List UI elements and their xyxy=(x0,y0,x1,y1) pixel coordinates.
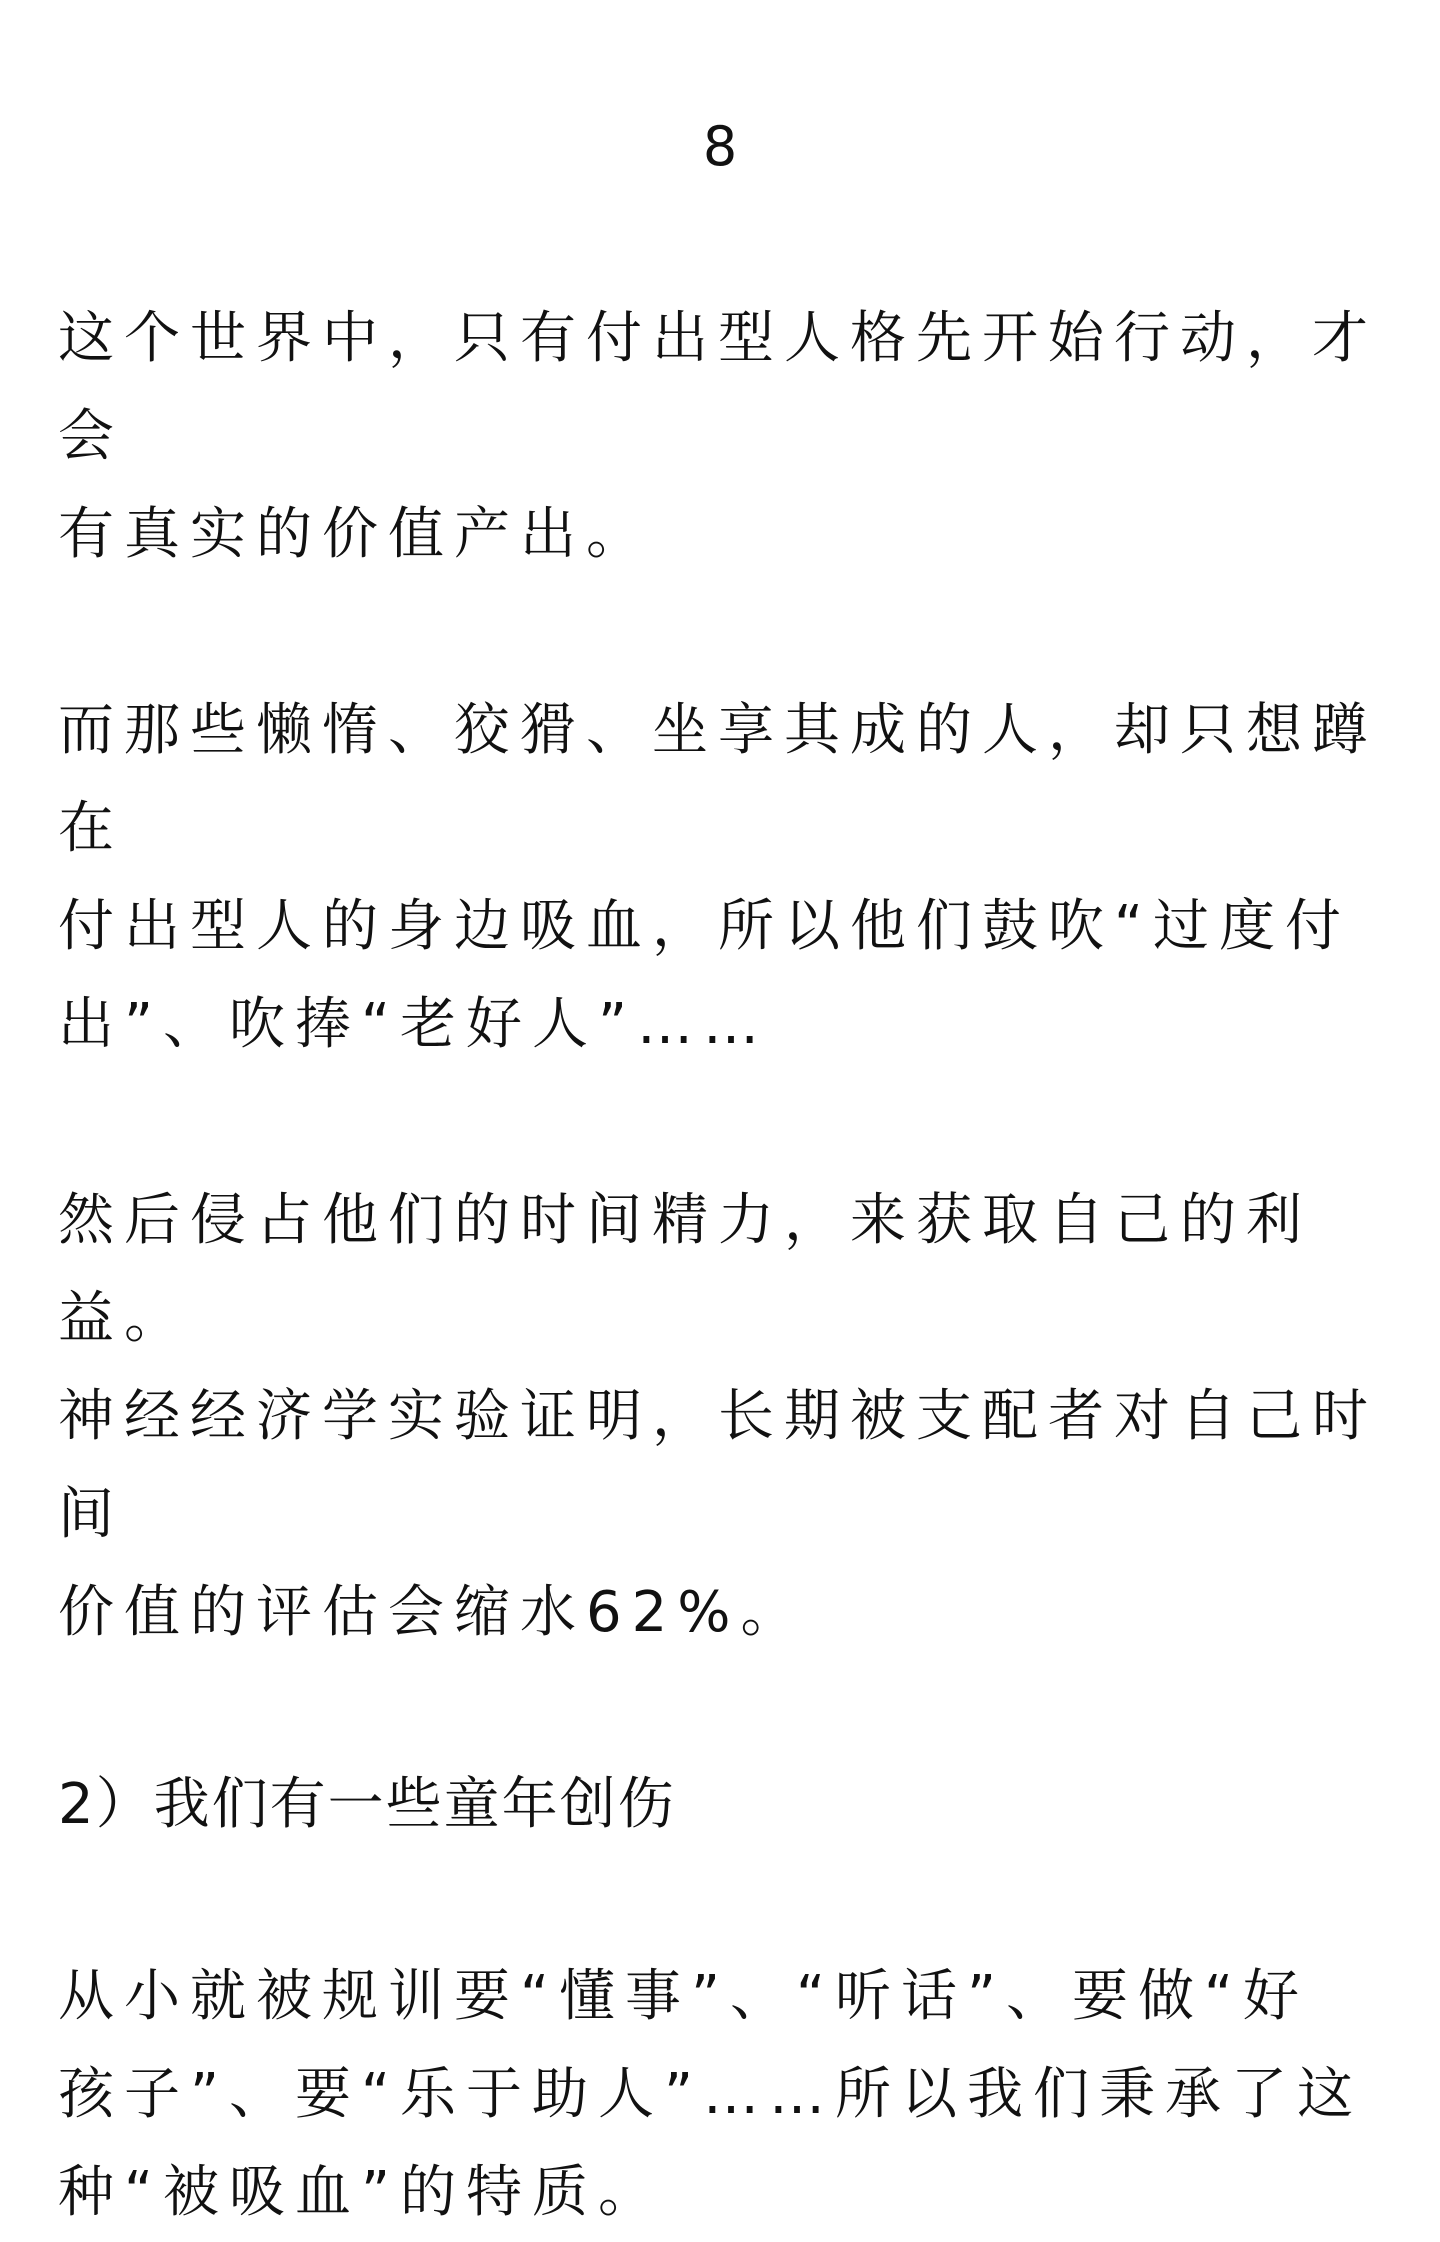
paragraph-1 xyxy=(58,290,1393,584)
paragraph-2 xyxy=(58,682,1393,1074)
body-text xyxy=(58,290,1393,2242)
heading-line: 2）我们有一些童年创伤 xyxy=(58,1772,676,1837)
paragraph-line: 从小就被规训要“懂事”、“听话”、要做“好 xyxy=(58,1964,1310,2029)
paragraph-line: 然后侵占他们的时间精力，来获取自己的利益。 xyxy=(58,1188,1312,1351)
paragraph-line: 出”、吹捧“老好人”…… xyxy=(58,992,770,1057)
paragraph-3 xyxy=(58,1172,1393,1662)
section-heading xyxy=(58,1756,1393,1854)
paragraph-line: 而那些懒惰、狡猾、坐享其成的人，却只想蹲在 xyxy=(58,698,1378,861)
paragraph-line: 付出型人的身边吸血，所以他们鼓吹“过度付 xyxy=(58,894,1352,959)
paragraph-line: 神经经济学实验证明，长期被支配者对自己时间 xyxy=(58,1384,1378,1547)
paragraph-5 xyxy=(58,1948,1393,2242)
paragraph-line: 种“被吸血”的特质。 xyxy=(58,2160,665,2225)
page-number: 8 xyxy=(702,115,738,178)
paragraph-line: 孩子”、要“乐于助人”……所以我们秉承了这 xyxy=(58,2062,1364,2127)
paragraph-line: 价值的评估会缩水62%。 xyxy=(58,1580,807,1645)
paragraph-line: 有真实的价值产出。 xyxy=(58,502,652,567)
paragraph-line: 这个世界中，只有付出型人格先开始行动，才会 xyxy=(58,306,1378,469)
